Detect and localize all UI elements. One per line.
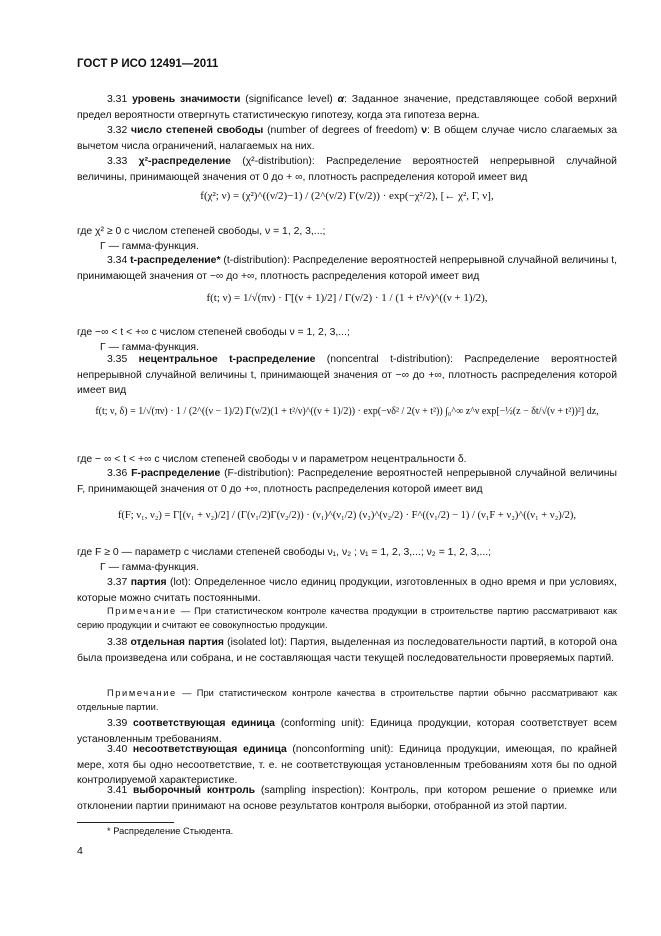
footnote-divider <box>77 822 174 823</box>
formula-where-line: где χ² ≥ 0 с числом степеней свободы, ν = 1, 2, 3,...; <box>77 226 326 237</box>
formula-where-line: Γ — гамма-функция. <box>100 342 199 353</box>
formula-where-line: Γ — гамма-функция. <box>100 562 199 573</box>
term: уровень значимости <box>132 94 241 105</box>
note-text: — При статистическом контроле качества продукции в строительстве партию рассматривают как серию продукции и считают ее совокупностью продукции. <box>77 606 617 630</box>
note-3-37 <box>77 604 617 632</box>
formula-where-line: где −∞ < t < +∞ с числом степеней свободы ν = 1, 2, 3,...; <box>77 327 350 338</box>
definition-3-41 <box>77 783 617 814</box>
formula-t-distribution: f(t; ν) = 1/√(πν) · Γ[(ν + 1)/2] / Γ(ν/2) · 1 / (1 + t²/ν)^((ν + 1)/2), <box>206 292 488 304</box>
term: число степеней свободы <box>131 125 264 136</box>
clause-number: 3.40 <box>107 744 128 755</box>
note-label: Примечание <box>107 688 177 698</box>
formula-where-line: где − ∞ < t < +∞ с числом степеней свободы ν и параметром нецентральности δ. <box>77 454 467 465</box>
definition-3-35 <box>77 352 617 399</box>
term-english: (sampling inspection) <box>260 785 362 796</box>
note-3-38 <box>77 686 617 714</box>
term-english: (lot) <box>170 577 188 588</box>
page-number: 4 <box>77 845 83 857</box>
term: F-распределение <box>131 468 221 479</box>
term-english: (nonconforming unit) <box>292 744 391 755</box>
term: выборочный контроль <box>133 785 256 796</box>
term: отдельная партия <box>130 637 224 648</box>
term-english: (F-distribution) <box>224 468 292 479</box>
term: χ²-распределение <box>138 156 231 167</box>
definition-text: : В общем случае число слагаемых за вычетом числа ограничений, налагаемых на них. <box>77 125 618 152</box>
definition-3-37 <box>77 575 617 606</box>
footnote: * Распределение Стьюдента. <box>107 826 234 836</box>
definition-3-34 <box>77 253 617 284</box>
clause-number: 3.39 <box>107 718 128 729</box>
clause-number: 3.35 <box>107 354 128 365</box>
definition-text: : Контроль, при котором решение о приемке или отклонении партии принимают на основе результатов контроля выборки, отобранной из этой партии. <box>77 785 617 812</box>
definition-3-36 <box>77 466 617 497</box>
definition-3-32 <box>77 123 617 154</box>
term-english: (noncentral t-distribution) <box>326 354 451 365</box>
definition-3-33 <box>77 154 617 185</box>
definition-3-31 <box>77 92 617 123</box>
term-english: (number of degrees of freedom) <box>267 125 418 136</box>
clause-number: 3.33 <box>107 156 128 167</box>
definition-text: : Распределение вероятностей непрерывной случайной величины t, принимающей значения от −∞ до +∞, плотность распределения которой имеет вид <box>77 354 618 397</box>
note-text: — При статистическом контроле качества в строительстве партии обычно рассматривают как отдельные партии. <box>77 688 617 712</box>
clause-number: 3.34 <box>107 255 128 266</box>
term-english: (isolated lot) <box>227 637 285 648</box>
definition-text: : Заданное значение, представляющее собой верхний предел вероятности отвергнуть статистическую гипотезу, когда эта гипотеза верна. <box>77 94 618 121</box>
clause-number: 3.32 <box>107 125 128 136</box>
term: t-распределение* <box>130 255 221 266</box>
definition-3-38 <box>77 635 617 666</box>
definition-text: : Распределение вероятностей непрерывной случайной величины t, принимающей значения от −∞ до +∞, плотность распределения которой имеет вид <box>77 255 618 282</box>
term-english: (conforming unit) <box>280 718 362 729</box>
clause-number: 3.31 <box>107 94 128 105</box>
definition-text: : Единица продукции, имеющая, по крайней мере, хотя бы одно несоответствие, т. е. не соответствующая установленным требованиям хотя бы по одной контролируемой характеристике. <box>77 744 617 787</box>
term-symbol: ν <box>421 125 428 136</box>
term-english: (t-distribution) <box>223 255 287 266</box>
term: несоответствующая единица <box>132 744 287 755</box>
formula-where-line: где F ≥ 0 — параметр с числами степеней свободы ν₁, ν₂ ; ν₁ = 1, 2, 3,...; ν₂ = 1, 2, 3,...; <box>77 547 491 558</box>
term-english: (χ²-distribution) <box>242 156 312 167</box>
term-symbol: α <box>337 94 345 105</box>
definition-text: : Распределение вероятностей непрерывной случайной величины F, принимающей значения от 0 до +∞, плотность распределения которой имеет вид <box>77 468 617 495</box>
document-header: ГОСТ Р ИСО 12491—2011 <box>77 58 219 70</box>
clause-number: 3.38 <box>107 637 128 648</box>
formula-noncentral-t: f(t; ν, δ) = 1/√(πν) · 1 / (2^((ν − 1)/2) Γ(ν/2)(1 + t²/ν)^((ν + 1)/2)) · exp(−νδ² / 2(ν + t²)) ∫₀^∞ z^ν exp[−½(z − δt/√(ν + t²))²] dz, <box>95 406 599 417</box>
definition-text: : Единица продукции, которая соответствует всем установленным требованиям. <box>77 718 618 745</box>
definition-text: : Распределение вероятностей непрерывной случайной величины, принимающей значения от 0 до + ∞, плотность распределения которой имеет вид <box>77 156 617 183</box>
definition-text: : Определенное число единиц продукции, изготовленных в одно время и при условиях, которые можно считать постоянными. <box>77 577 618 604</box>
term: нецентральное t-распределение <box>138 354 316 365</box>
term: соответствующая единица <box>132 718 275 729</box>
definition-text: : Партия, выделенная из последовательности партий, в которой она была произведена или собрана, и не составляющая части текущей последовательности проверяемых партий. <box>77 637 617 664</box>
definition-3-40 <box>77 742 617 789</box>
formula-where-line: Γ — гамма-функция. <box>100 241 199 252</box>
term: партия <box>130 577 167 588</box>
clause-number: 3.41 <box>107 785 128 796</box>
clause-number: 3.36 <box>107 468 128 479</box>
clause-number: 3.37 <box>107 577 128 588</box>
formula-chi-square: f(χ²; ν) = (χ²)^((ν/2)−1) / (2^(ν/2) Γ(ν/2)) · exp(−χ²/2), [← χ², Γ, ν], <box>200 190 494 202</box>
term-english: (significance level) <box>245 94 333 105</box>
formula-f-distribution: f(F; ν₁, ν₂) = Γ[(ν₁ + ν₂)/2] / (Γ(ν₁/2)Γ(ν₂/2)) · (ν₁)^(ν₁/2) (ν₂)^(ν₂/2) · F^((ν₁/2) − 1) / (ν₁F + ν₂)^((ν₁ + ν₂)/2), <box>117 510 577 521</box>
note-label: Примечание <box>107 606 177 616</box>
